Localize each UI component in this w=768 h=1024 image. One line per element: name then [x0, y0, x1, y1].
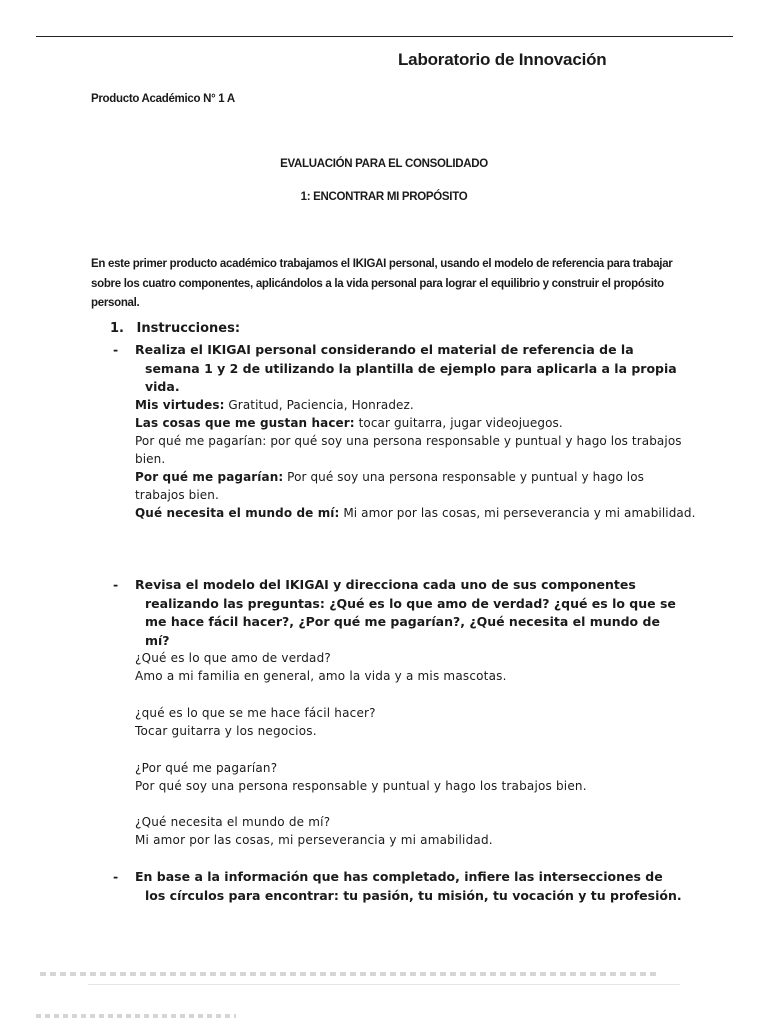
qa-question: ¿qué es lo que se me hace fácil hacer? [135, 706, 376, 720]
qa-answer: Amo a mi familia en general, amo la vida y a mis mascotas. [135, 669, 507, 683]
qa-3 [135, 759, 587, 795]
qa-answer: Tocar guitarra y los negocios. [135, 724, 317, 738]
answer-gustan: Las cosas que me gustan hacer: tocar guitarra, jugar videojuegos. [135, 416, 563, 430]
bullet-3-text: En base a la información que has completado, infiere las intersecciones de los círculos para encontrar: tu pasión, tu misión, tu vocación y tu profesión. [135, 869, 682, 903]
answer-pagarian-plain: Por qué me pagarían: por qué soy una persona responsable y puntual y hago los trabajos bien. [135, 434, 682, 466]
qa-2 [135, 704, 376, 740]
list-item-instrucciones [110, 321, 240, 336]
header-title: Laboratorio de Innovación [398, 50, 607, 69]
qa-4 [135, 813, 493, 849]
answer-virtudes: Mis virtudes: Gratitud, Paciencia, Honradez. [135, 398, 414, 412]
footer-rule [88, 984, 680, 985]
qa-answer: Por qué soy una persona responsable y puntual y hago los trabajos bien. [135, 779, 587, 793]
heading-evaluacion: EVALUACIÓN PARA EL CONSOLIDADO [280, 158, 488, 170]
qa-question: ¿Qué es lo que amo de verdad? [135, 651, 331, 665]
answers-block [135, 396, 696, 522]
product-label: Producto Académico N° 1 A [91, 93, 235, 105]
qa-answer: Mi amor por las cosas, mi perseverancia y mi amabilidad. [135, 833, 493, 847]
qa-question: ¿Qué necesita el mundo de mí? [135, 815, 331, 829]
list-label: Instrucciones: [136, 321, 241, 336]
list-number: 1. [110, 321, 124, 336]
cropped-footer-text [40, 972, 660, 976]
answer-pagarian: Por qué me pagarían: Por qué soy una persona responsable y puntual y hago los trabajos bien. [135, 470, 645, 502]
header-rule [36, 36, 733, 37]
bullet-2: - Revisa el modelo del IKIGAI y direcciona cada uno de sus componentes realizando las preguntas: ¿Qué es lo que amo de verdad? ¿qué es lo que se me hace fácil hacer?, ¿Por qué me pagarían?, ¿Qué necesita el mundo de mí? [113, 576, 683, 650]
intro-paragraph: En este primer producto académico trabajamos el IKIGAI personal, usando el modelo de referencia para trabajar sobre los cuatro componentes, aplicándolos a la vida personal para lograr el equilibrio y construir el propósito personal. [91, 258, 673, 309]
bullet-3: - En base a la información que has completado, infiere las intersecciones de los círculos para encontrar: tu pasión, tu misión, tu vocación y tu profesión. [113, 868, 683, 905]
cropped-footer-text [36, 1014, 236, 1018]
heading-proposito: 1: ENCONTRAR MI PROPÓSITO [300, 191, 468, 203]
qa-1 [135, 649, 507, 685]
bullet-1-text: Realiza el IKIGAI personal considerando el material de referencia de la semana 1 y 2 de utilizando la plantilla de ejemplo para aplicarla a la propia vida. [135, 342, 677, 394]
answer-mundo: Qué necesita el mundo de mí: Mi amor por las cosas, mi perseverancia y mi amabilidad. [135, 506, 696, 520]
bullet-2-text: Revisa el modelo del IKIGAI y direcciona cada uno de sus componentes realizando las preguntas: ¿Qué es lo que amo de verdad? ¿qué es lo que se me hace fácil hacer?, ¿Por qué me pagarían?, ¿Qué necesita el mundo de mí? [135, 577, 676, 648]
qa-question: ¿Por qué me pagarían? [135, 761, 278, 775]
bullet-1: - Realiza el IKIGAI personal considerando el material de referencia de la semana 1 y 2 de utilizando la plantilla de ejemplo para aplicarla a la propia vida. [113, 341, 683, 397]
